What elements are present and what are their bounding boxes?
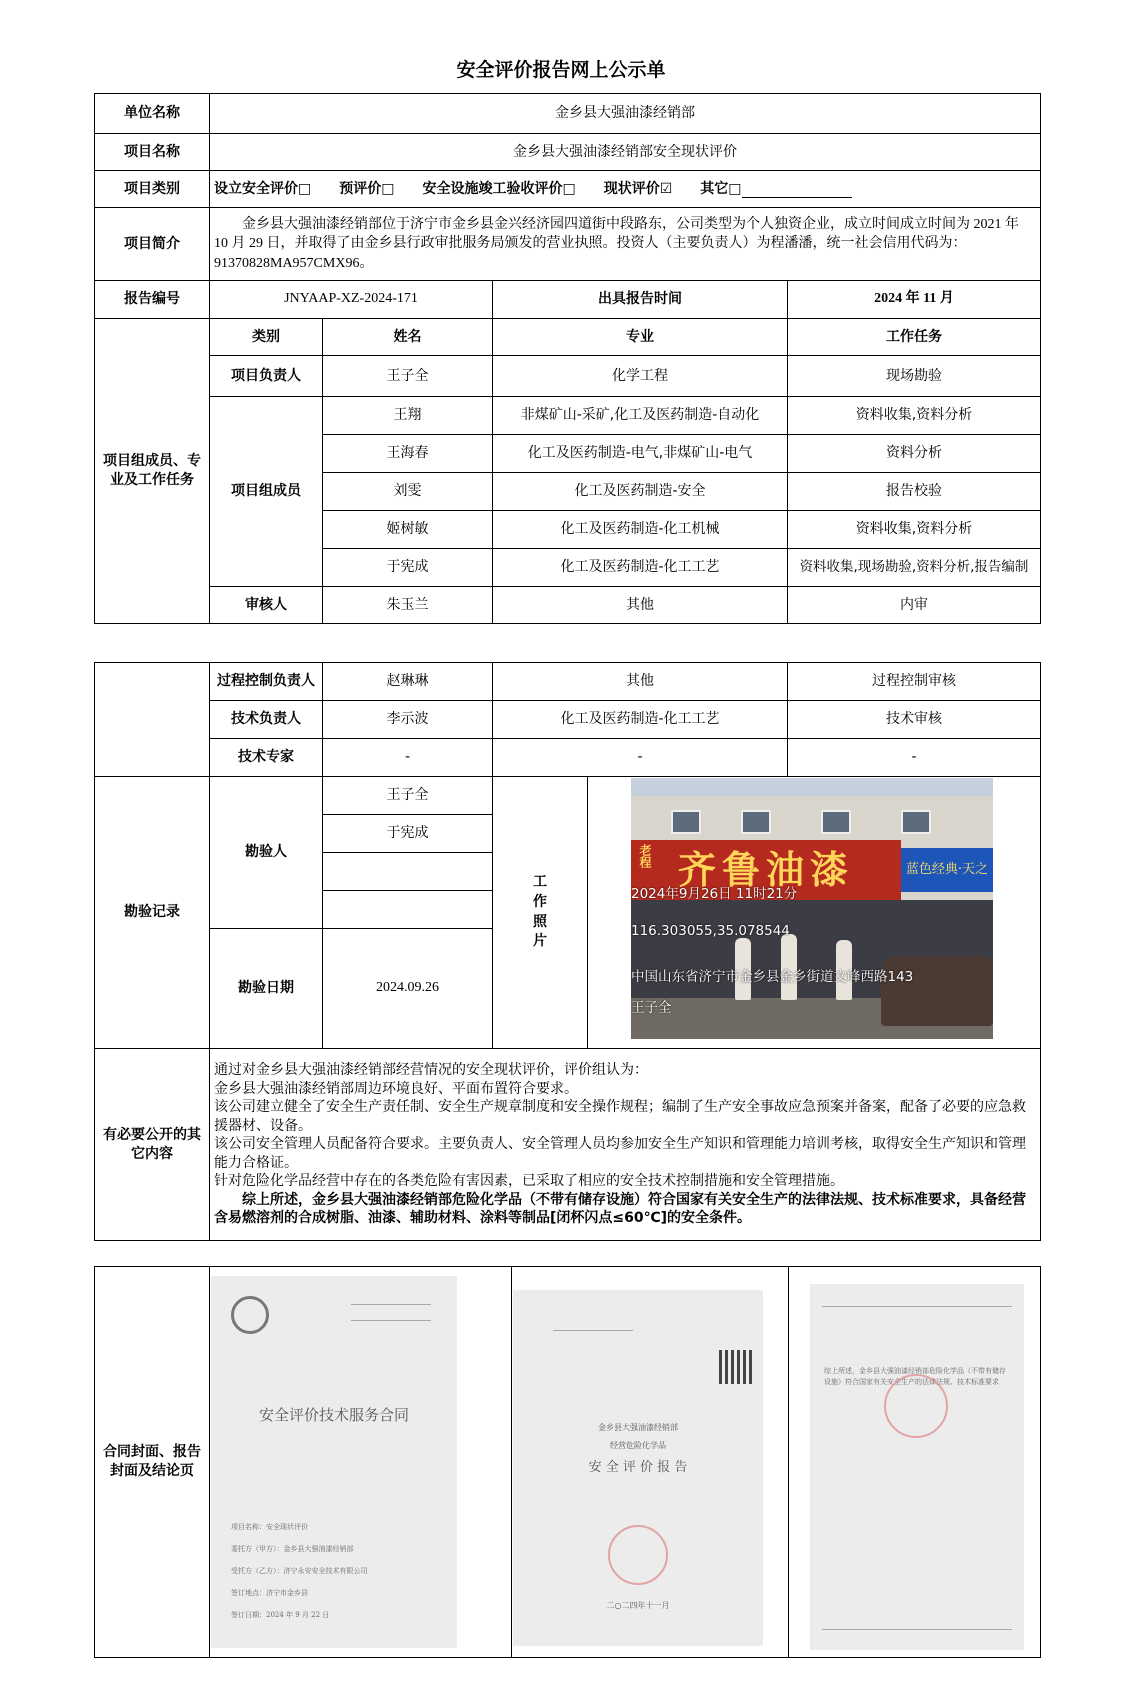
- contract-cover-image: [211, 1276, 457, 1648]
- report-stamp-icon: [608, 1525, 668, 1585]
- inspector-name: [323, 891, 493, 929]
- control-major: -: [493, 739, 788, 777]
- report-cover-image: [513, 1290, 763, 1646]
- photo-window: [671, 810, 701, 834]
- member-major: 化工及医药制造-安全: [493, 473, 788, 511]
- report-number: JNYAAP-XZ-2024-171: [210, 281, 493, 319]
- page-title: 安全评价报告网上公示单: [456, 59, 666, 81]
- member-major: 化工及医药制造-电气,非煤矿山-电气: [493, 435, 788, 473]
- photo-sign-small: 老程: [638, 844, 652, 868]
- disclosure-line: 金乡县大强油漆经销部周边环境良好、平面布置符合要求。: [214, 1080, 578, 1097]
- contract-field: 项目名称：安全现状评价: [231, 1523, 308, 1531]
- control-name: -: [323, 739, 493, 777]
- photo-shop-sign: 齐鲁油漆: [631, 840, 901, 900]
- member-major: 化工及医药制造-化工机械: [493, 511, 788, 549]
- leader-name: 王子全: [323, 356, 493, 397]
- photo-label: 工作照片: [493, 777, 588, 1049]
- report-date: 二○二四年十一月: [606, 1601, 670, 1610]
- contract-field: 签订地点：济宁市金乡县: [231, 1589, 308, 1597]
- control-major: 化工及医药制造-化工工艺: [493, 701, 788, 739]
- control-task: -: [788, 739, 1041, 777]
- survey-label: 勘验记录: [95, 777, 210, 1049]
- member-major: 非煤矿山-采矿,化工及医药制造-自动化: [493, 397, 788, 435]
- inspector-name: 王子全: [323, 777, 493, 815]
- conclusion-page-image: [810, 1284, 1024, 1650]
- disclosure-line: 通过对金乡县大强油漆经销部经营情况的安全现状评价，评价组认为：: [214, 1062, 648, 1079]
- disclosure-line: 该公司建立健全了安全生产责任制、安全生产规章制度和安全操作规程；编制了生产安全事故应急预案并备案，配备了必要的应急救援器材、设备。: [214, 1099, 1026, 1134]
- photo-window: [901, 810, 931, 834]
- table-row: [95, 397, 1041, 435]
- report-company: 金乡县大强油漆经销部: [598, 1423, 678, 1432]
- report-date: 2024 年 11 月: [788, 281, 1041, 319]
- inspector-name: [323, 853, 493, 891]
- contract-field: 委托方（甲方）：金乡县大强油漆经销部: [231, 1545, 354, 1553]
- control-major: 其他: [493, 663, 788, 701]
- photo-window: [741, 810, 771, 834]
- doc-rule: [351, 1304, 431, 1305]
- table-row: [95, 701, 1041, 739]
- photo-window: [821, 810, 851, 834]
- photo-timestamp: 2024年9月26日 11时21分: [631, 886, 798, 902]
- doc-rule: [553, 1330, 633, 1331]
- disclosure-label: 有必要公开的其它内容: [95, 1049, 210, 1241]
- photo-coordinates: 116.303055,35.078544: [631, 923, 790, 939]
- survey-date-label: 勘验日期: [210, 929, 323, 1049]
- category-option-current: 现状评价☑: [603, 180, 673, 197]
- members-section-label: 项目组成员、专业及工作任务: [95, 319, 210, 624]
- reviewer-task: 内审: [788, 587, 1041, 624]
- member-major: 化工及医药制造-化工工艺: [493, 549, 788, 587]
- doc-rule: [351, 1320, 431, 1321]
- contract-field: 签订日期：2024 年 9 月 22 日: [231, 1611, 330, 1619]
- control-role: 过程控制负责人: [210, 663, 323, 701]
- table-row: [95, 587, 1041, 624]
- control-task: 过程控制审核: [788, 663, 1041, 701]
- unit-label: 单位名称: [95, 94, 210, 134]
- control-role: 技术专家: [210, 739, 323, 777]
- disclosure-line: 该公司安全管理人员配备符合要求。主要负责人、安全管理人员均参加安全生产知识和管理能力培训考核，取得安全生产知识和管理能力合格证。: [214, 1136, 1026, 1171]
- reviewer-label: 审核人: [210, 587, 323, 624]
- control-blank: [95, 663, 210, 777]
- header-category: 类别: [210, 319, 323, 356]
- disclosure-line: 针对危险化学品经营中存在的各类危险有害因素，已采取了相应的安全技术控制措施和安全管理措施。: [214, 1173, 844, 1190]
- reviewer-name: 朱玉兰: [323, 587, 493, 624]
- member-task: 资料分析: [788, 435, 1041, 473]
- category-options: [210, 171, 1041, 208]
- control-name: 李示波: [323, 701, 493, 739]
- photo-inspector: 王子全: [631, 1000, 672, 1016]
- survey-date: 2024.09.26: [323, 929, 493, 1049]
- table-row: [95, 663, 1041, 701]
- category-label: 项目类别: [95, 171, 210, 208]
- project-label: 项目名称: [95, 134, 210, 171]
- member-task: 资料收集,现场勘验,资料分析,报告编制: [788, 549, 1041, 587]
- other-fill-line: [742, 184, 852, 198]
- conclusion-stamp-icon: [884, 1374, 948, 1438]
- contract-logo-icon: [231, 1296, 269, 1334]
- inspector-name: 于宪成: [323, 815, 493, 853]
- member-name: 于宪成: [323, 549, 493, 587]
- member-name: 姬树敏: [323, 511, 493, 549]
- report-title: 安 全 评 价 报 告: [588, 1460, 688, 1475]
- category-option-other: 其它□: [700, 180, 742, 197]
- member-name: 王翔: [323, 397, 493, 435]
- disclosure-conclusion: 综上所述，金乡县大强油漆经销部危险化学品（不带有储存设施）符合国家有关安全生产的法律法规、技术标准要求，具备经营含易燃溶剂的合成树脂、油漆、辅助材料、涂料等制品[闭杯闪点≤60℃]的安全条件。: [214, 1191, 1026, 1227]
- member-task: 报告校验: [788, 473, 1041, 511]
- header-name: 姓名: [323, 319, 493, 356]
- contract-title: 安全评价技术服务合同: [258, 1406, 409, 1424]
- report-date-label: 出具报告时间: [493, 281, 788, 319]
- category-option-pre: 预评价□: [339, 180, 395, 197]
- intro-label: 项目简介: [95, 208, 210, 281]
- table-row: [95, 356, 1041, 397]
- covers-label: 合同封面、报告封面及结论页: [95, 1267, 210, 1658]
- member-name: 王海春: [323, 435, 493, 473]
- table-row: [95, 739, 1041, 777]
- intro-text: 金乡县大强油漆经销部位于济宁市金乡县金兴经济园四道街中段路东，公司类型为个人独资企业，成立时间成立时间为 2021 年 10 月 29 日，并取得了由金乡县行政审批服务局颁发的营业执照。投资人（主要负责人）为程潘潘，统一社会信用代码为：91370828MA957CMX96。: [210, 208, 1041, 281]
- disclosure-content: [210, 1049, 1041, 1241]
- contract-field: 受托方（乙方）：济宁永安安全技术有限公司: [231, 1567, 368, 1575]
- leader-task: 现场勘验: [788, 356, 1041, 397]
- report-number-label: 报告编号: [95, 281, 210, 319]
- site-photo: [631, 778, 993, 1039]
- doc-rule: [822, 1306, 1012, 1307]
- category-option-completion: 安全设施竣工验收评价□: [422, 180, 576, 197]
- control-task: 技术审核: [788, 701, 1041, 739]
- header-task: 工作任务: [788, 319, 1041, 356]
- leader-major: 化学工程: [493, 356, 788, 397]
- header-major: 专业: [493, 319, 788, 356]
- member-task: 资料收集,资料分析: [788, 511, 1041, 549]
- control-role: 技术负责人: [210, 701, 323, 739]
- doc-rule: [822, 1629, 1012, 1630]
- category-option-establish: 设立安全评价□: [214, 180, 312, 197]
- photo-location: 中国山东省济宁市金乡县金乡街道文峰西路143: [631, 969, 914, 985]
- reviewer-major: 其他: [493, 587, 788, 624]
- unit-value: 金乡县大强油漆经销部: [210, 94, 1041, 134]
- report-subtitle: 经营危险化学品: [610, 1441, 666, 1450]
- inspector-label: 勘验人: [210, 777, 323, 929]
- photo-side-sign: 蓝色经典·天之: [901, 848, 993, 892]
- leader-label: 项目负责人: [210, 356, 323, 397]
- report-qr-icon: [719, 1350, 753, 1384]
- main-info-table: [94, 93, 1041, 624]
- group-label: 项目组成员: [210, 397, 323, 587]
- member-name: 刘雯: [323, 473, 493, 511]
- conclusion-page-text: 综上所述，金乡县大强油漆经销部危险化学品（不带有储存设施）符合国家有关安全生产的法律法规、技术标准要求: [824, 1367, 1006, 1387]
- member-task: 资料收集,资料分析: [788, 397, 1041, 435]
- control-name: 赵琳琳: [323, 663, 493, 701]
- project-value: 金乡县大强油漆经销部安全现状评价: [210, 134, 1041, 171]
